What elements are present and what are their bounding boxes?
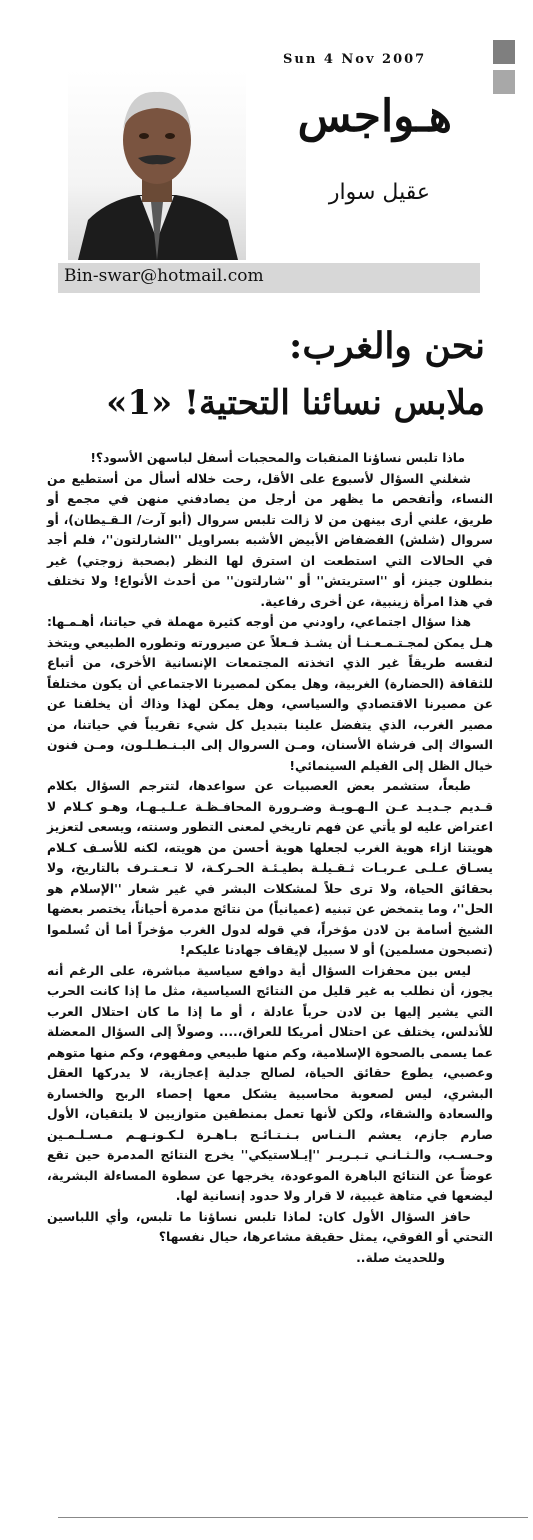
author-name: عقيل سوار [328,180,430,205]
headline-line-1: نحن والغرب: [289,325,485,367]
article-closing: وللحديث صلة.. [356,1250,445,1265]
article-paragraph: ليس بين محفزات السؤال أية دوافع سياسية مباشرة، على الرغم أنه يجوز، أن نطلب به غير قليل من النتائج السياسية، مثل ما إذا كانت الحرب التي يشير إليها بن لادن حرباً عادلة ، أو ما إذا ما كان احتلال العرب للأندلس، يختلف عن احتلال أمريكا للعراق،.... وصولاً إلى السؤال المعضلة عما يسمى بالصحوة الإسلامية، وكم منها طبيعي ومفهوم، وكم منها متوهم وعصبي، يطوع حقائق الحياة، لصالح جدلية إعجازية، لا يدركها العقل البشري، ليس لصعوبة محاسبية يشكل معها إحصاء الربح والخسارة والسعادة والشقاء، ولكن لأنها تعمل بمنطقين متوازيين لا يلتقيان، الأول صارم جازم، يعشم الـنـاس بـنـتـائـج بـاهـرة لـكـونـهـم مـسـلـمـين وحـسـب، والـثـانـي تـبـريـر ''إيـلاستيكي'' يخرج النتائج المدمرة حين تقع عوضاً عن النتائج الباهرة الموعودة، يخرجها عن سطوة المساءلة البشرية، ليضعها في متاهة غيبية، لا قرار ولا حدود إنسانية لها. [47,963,493,1203]
article-paragraph: هذا سؤال اجتماعي، راودني من أوجه كثيرة مهملة في حياتنا، أهـمـها: هـل يمكن لمجـتـمـعـنـا أن يشـذ فـعلاً عن صيرورته وتطوره الطبيعي ويتخذ لنفسه طريقاً غير الذي اتخذته المجتمعات الإنسانية الأخرى، من أتباع للثقافة (الحضارة) الغربية، وهل يمكن لمصيرنا الاجتماعي أن يكون مختلفاً عن مصيرنا الاقتصادي والسياسي، وهل يمكن لهذا وذاك أن يخلفنا عن مصير الغرب، الذي يتفضل علينا بتبديل كل شيء تقريباً في حياتنا، من السواك إلى فرشاة الأسنان، ومـن السروال إلى البـنـطـلـون، ومـن فنون خيال الظل إلى الفيلم السينمائي! [47,615,493,773]
article-paragraph: ماذا تلبس نساؤنا المنقبات والمحجبات أسفل لباسهن الأسود؟! [90,451,465,465]
article-paragraph: طبعاً، ستشمر بعض العصبيات عن سواعدها، لتترجم السؤال بكلام قـديم جـديـد عـن الـهـويـة وضـرورة المحافـظـة عـلـيـهـا، وهـو كـلام لا اعتراض عليه لو يأتي عن فهم تاريخي لمعنى التطور وسنته، ويسعى لتعزيز هويتنا ازاء هوية الغرب لجعلها هوية أحسن من هويته، لكنه للأسـف كـلام يسـاق عـلـى عـربـات ثـقـيلـة بطيـئـة الحـركـة، لا تـعـتـرف بالتاريخ، ولا بحقائق الحياة، ولا ترى حلاً لمشكلات البشر في غير شعار ''الإسلام هو الحل''، وما يتمخض عن تبنيه (عميانياً) من نتائج مدمرة أحياناً، يختصر بعضها الشيخ أسامة بن لادن مؤخراً، في قوله لدول الغرب مؤخراً أما أن تُسلموا (تصبحون مسلمين) أو لا سبيل لإيقاف جهادنا عليكم! [47,779,493,957]
author-photo [68,70,246,260]
article-paragraph: شغلني السؤال لأسبوع على الأقل، رحت خلاله أسأل من أستطيع من النساء، وأتفحص ما يظهر من أرجل من يصادفني منهن في مجمع أو طريق، علني أرى بينهن من لا زالت تلبس سروال (أبو آرت/ الـقـيطان)، أو سروال (شلش) الفضفاض الأبيض الأشبه بسراويل ''الشارلتون''، فلم أجد في الحالات التي استطعت ان استرق لها النظر (بصحبة زوجتي) غير بنطلون جينز، أو ''استريتش'' أو ''شارلتون'' من أحدث الأنواع! ولا تختلف في هذا امرأة زينبية، عن أخرى رفاعية. [47,471,493,609]
article-body [47,448,493,1268]
divider [58,1517,528,1518]
headline-line-2: ملابس نسائنا التحتية! «1» [106,383,485,423]
column-name: هـواجس [297,91,452,142]
article-paragraph: حافز السؤال الأول كان: لماذا تلبس نساؤنا ما تلبس، وأي اللباسين التحتي أو الفوقي، يمثل حقيقة مشاعرها، حيال نفسها؟ [47,1209,493,1244]
author-email[interactable]: Bin-swar@hotmail.com [64,266,264,286]
decorative-block [493,40,515,64]
publication-date: Sun 4 Nov 2007 [283,52,427,67]
decorative-block [493,70,515,94]
